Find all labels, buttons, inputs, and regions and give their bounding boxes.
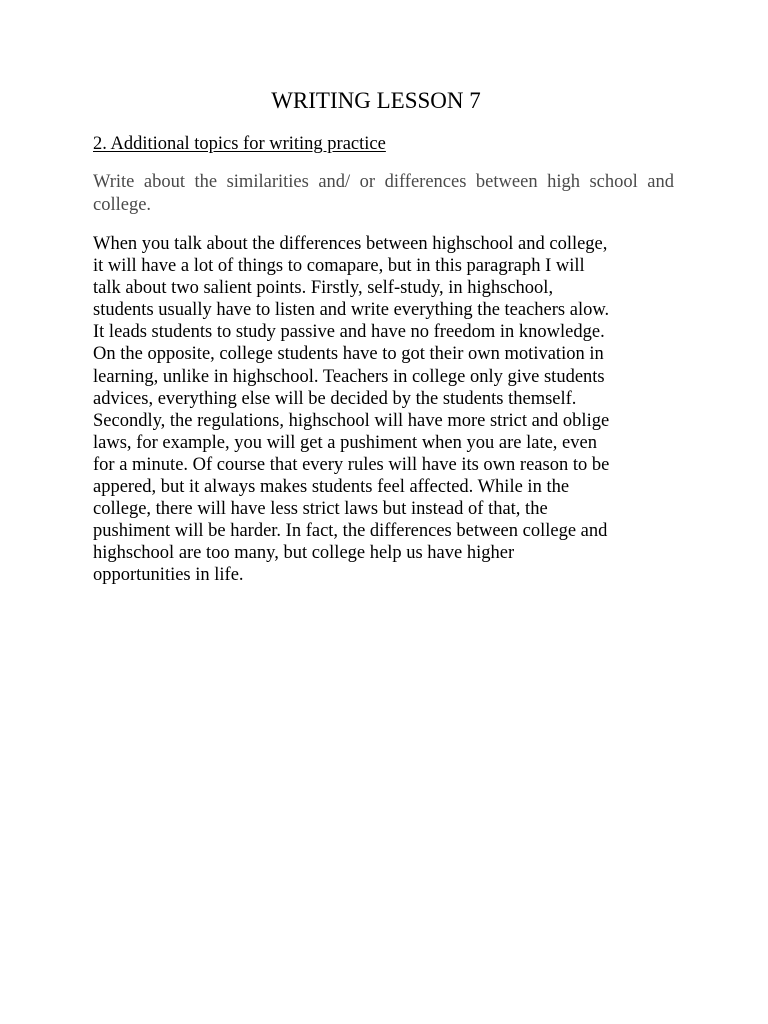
section-heading: 2. Additional topics for writing practice (93, 134, 386, 154)
essay-line: Secondly, the regulations, highschool will have more strict and oblige (93, 410, 610, 431)
essay-line: advices, everything else will be decided by the students themself. (93, 388, 577, 409)
essay-line: it will have a lot of things to comapare, but in this paragraph I will (93, 256, 585, 277)
essay-line: On the opposite, college students have to got their own motivation in (93, 344, 604, 365)
essay-paragraph (93, 233, 683, 587)
essay-line: highschool are too many, but college help us have higher (93, 543, 515, 564)
essay-line: talk about two salient points. Firstly, self-study, in highschool, (93, 278, 554, 299)
essay-line: It leads students to study passive and have no freedom in knowledge. (93, 322, 605, 343)
essay-line: appered, but it always makes students feel affected. While in the (93, 477, 570, 498)
essay-line: students usually have to listen and write everything the teachers alow. (93, 300, 610, 321)
page-title: WRITING LESSON 7 (271, 88, 481, 113)
essay-line: opportunities in life. (93, 565, 244, 586)
essay-line: learning, unlike in highschool. Teachers in college only give students (93, 366, 605, 387)
essay-line: pushiment will be harder. In fact, the differences between college and (93, 521, 608, 542)
writing-prompt: Write about the similarities and/ or differences between high school and college. (93, 172, 674, 215)
essay-line: college, there will have less strict laws but instead of that, the (93, 499, 548, 520)
essay-line: When you talk about the differences between highschool and college, (93, 234, 608, 254)
essay-line: laws, for example, you will get a pushiment when you are late, even (93, 432, 597, 453)
essay-line: for a minute. Of course that every rules will have its own reason to be (93, 454, 610, 475)
